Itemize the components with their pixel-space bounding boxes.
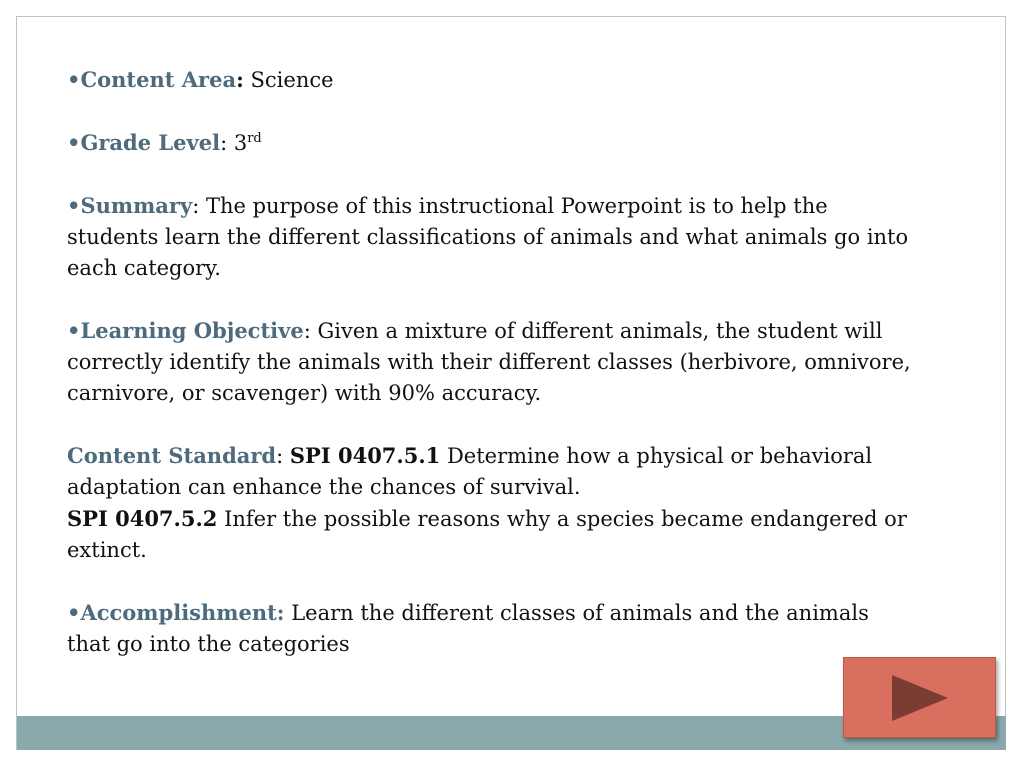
content-standard-sep: : xyxy=(276,444,290,468)
slide-content xyxy=(67,64,917,660)
play-arrow-icon xyxy=(890,673,950,723)
summary-text: : The purpose of this instructional Powerpoint is to help the students learn the different classifications of animals and what animals go into each category. xyxy=(67,194,909,280)
grade-level-sep: : xyxy=(220,131,234,155)
summary-label: Summary xyxy=(80,193,193,218)
accomplishment-line xyxy=(67,597,917,660)
accomplishment-label: Accomplishment: xyxy=(80,600,285,625)
accomplishment-text: Learn the different classes of animals and the animals that go into the categories xyxy=(67,601,869,656)
content-area-value: Science xyxy=(243,68,334,92)
learning-objective-label: Learning Objective xyxy=(80,318,304,343)
spi-2-line xyxy=(67,503,917,566)
learning-objective-text: : Given a mixture of different animals, the student will correctly identify the animals with their different classes (herbivore, omnivore, carnivore, or scavenger) with 90% accuracy. xyxy=(67,319,911,405)
bullet: • xyxy=(67,67,81,92)
content-area-label: Content Area xyxy=(80,67,237,92)
learning-objective-line xyxy=(67,315,917,409)
bullet: • xyxy=(67,193,81,218)
bullet: • xyxy=(67,130,81,155)
next-slide-button[interactable] xyxy=(843,657,996,738)
grade-level-label: Grade Level xyxy=(80,130,221,155)
content-standard-line xyxy=(67,440,917,503)
grade-level-line xyxy=(67,127,917,159)
grade-level-suffix: rd xyxy=(247,131,262,146)
spi-2-code: SPI 0407.5.2 xyxy=(67,506,218,531)
spi-1-text: Determine how a physical or behavioral adaptation can enhance the chances of survival. xyxy=(67,444,873,499)
content-standard-label: Content Standard xyxy=(67,443,277,468)
bullet: • xyxy=(67,318,81,343)
bullet: • xyxy=(67,600,81,625)
spi-2-text: Infer the possible reasons why a species became endangered or extinct. xyxy=(67,507,907,562)
grade-level-value: 3 xyxy=(233,131,248,155)
spi-1-code: SPI 0407.5.1 xyxy=(289,443,441,468)
summary-line xyxy=(67,190,917,284)
content-area-sep: : xyxy=(236,67,244,92)
content-area-line xyxy=(67,64,917,96)
